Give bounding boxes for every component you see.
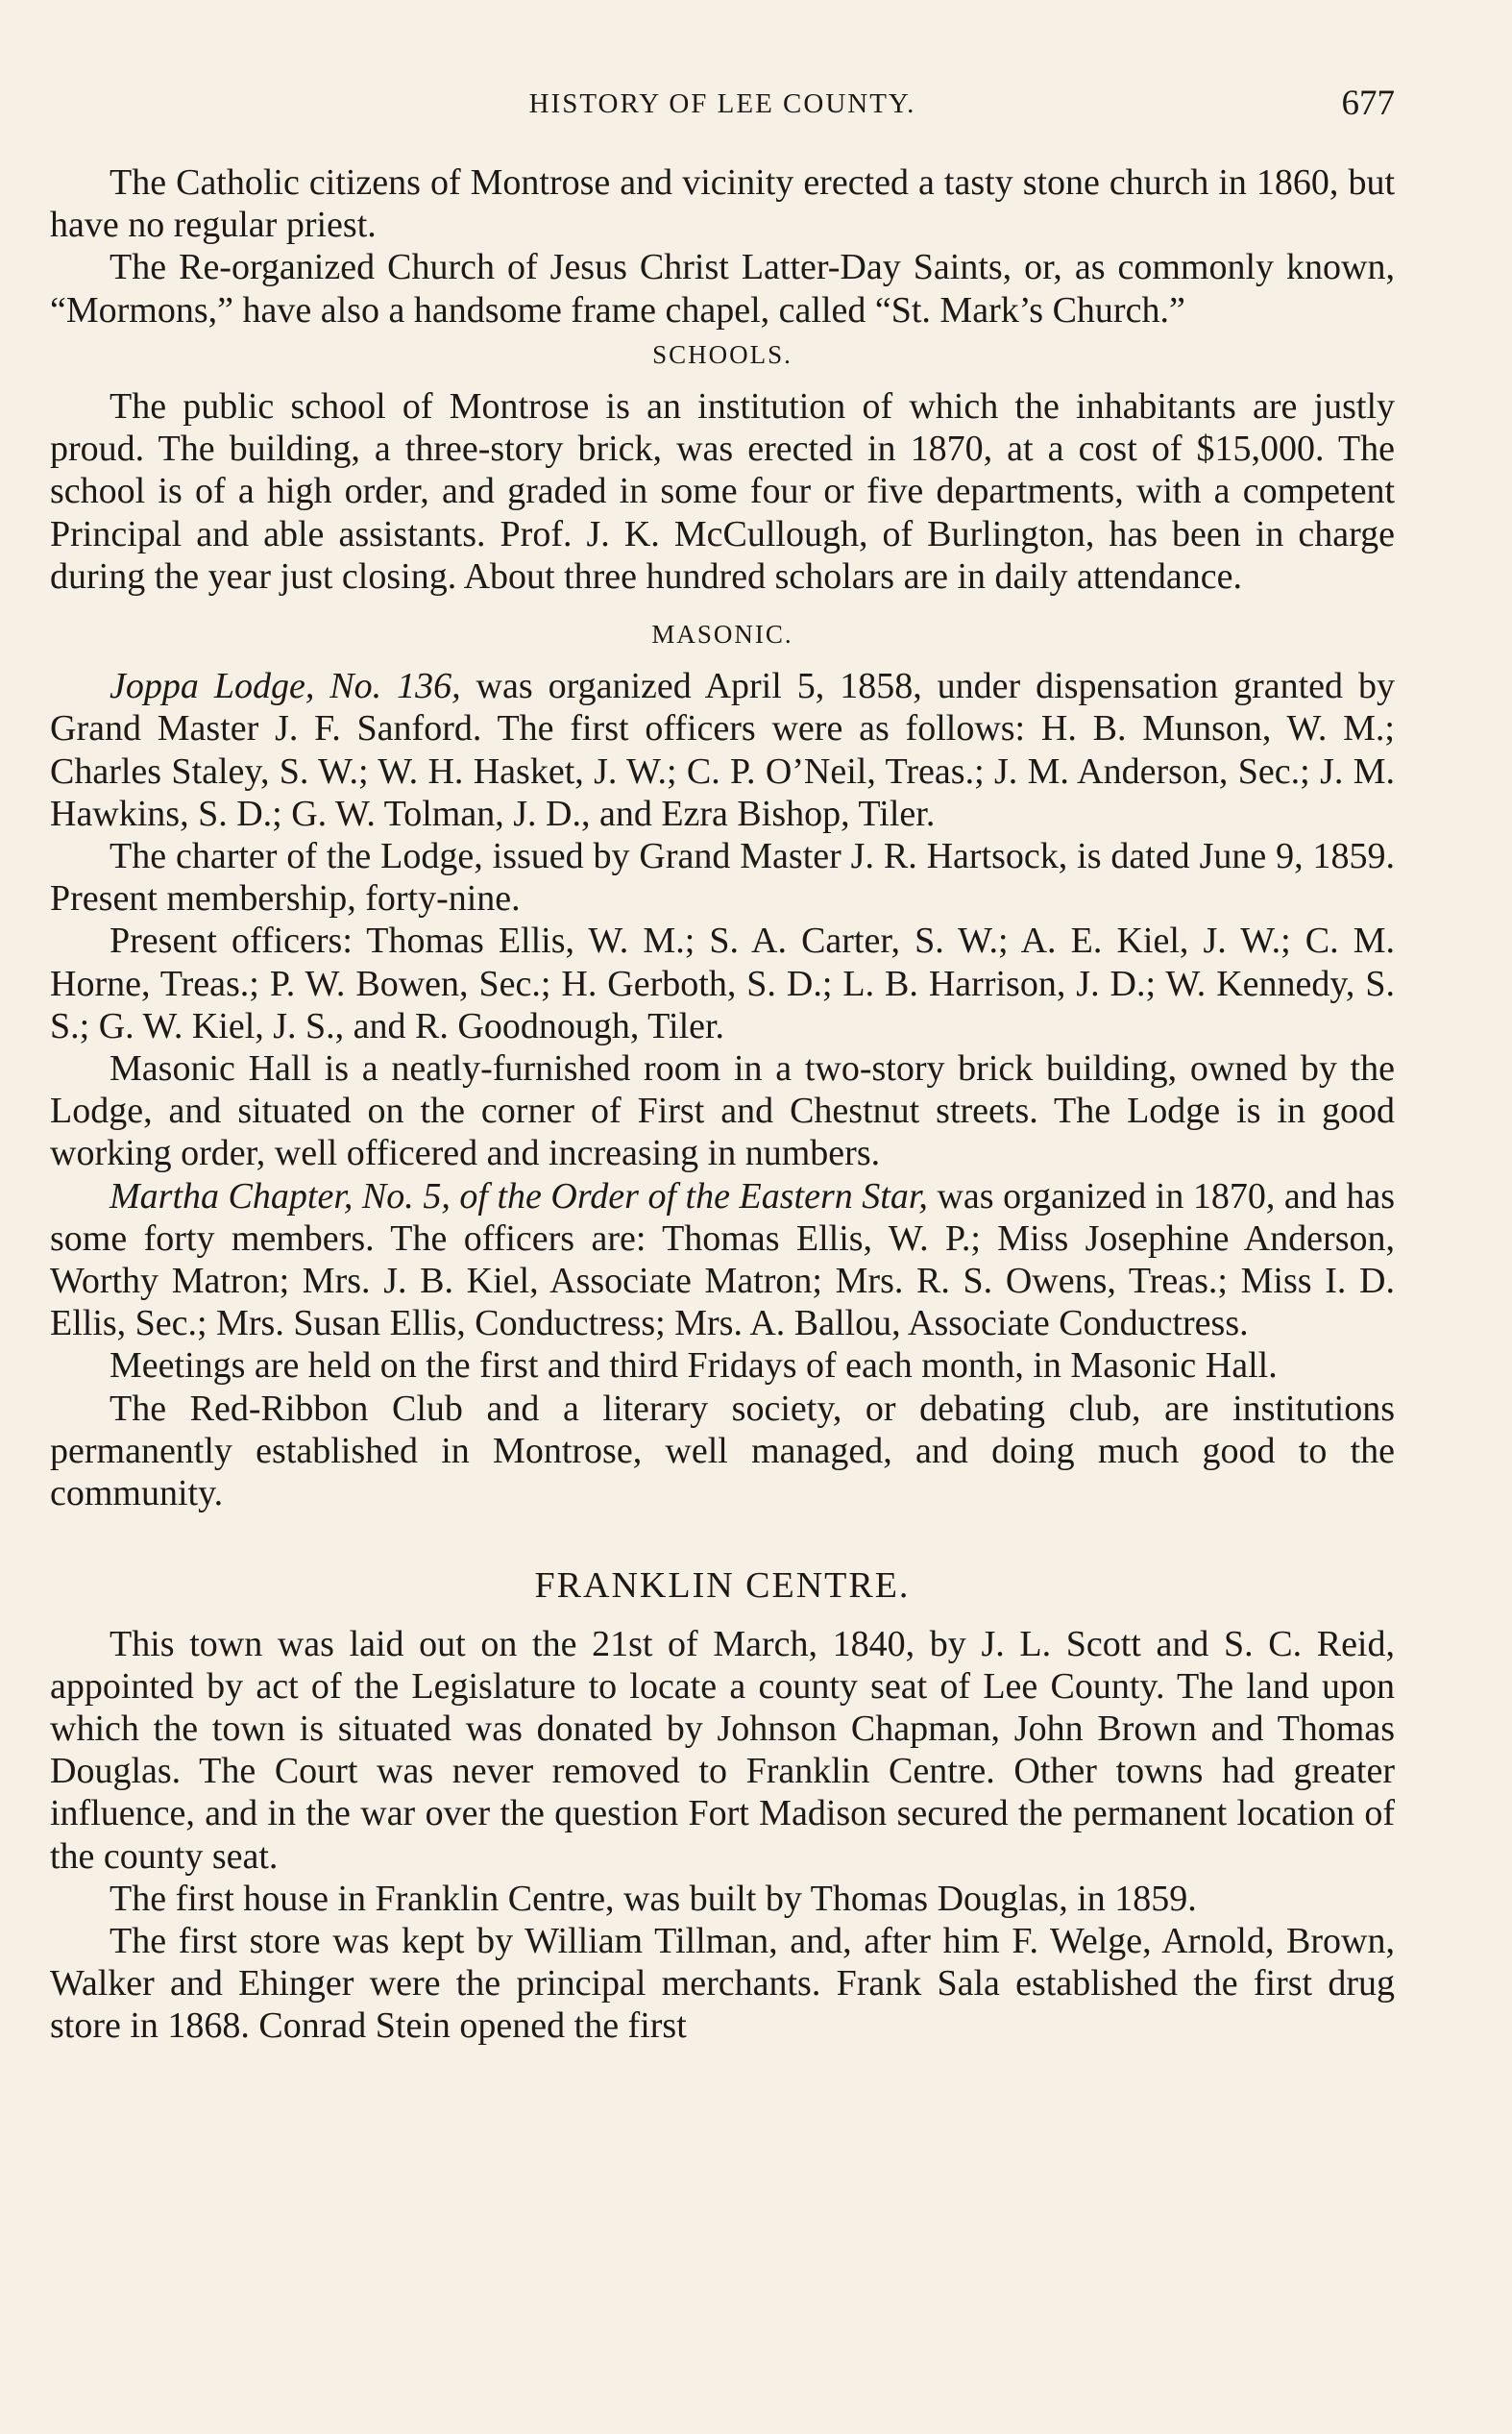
paragraph-public-school: The public school of Montrose is an institution of which the inhabitants are justly proud. The building, a three-story brick, was erected in 1870, at a cost of $15,000. The school is of a high order, and graded in some four or five departments, with a competent Principal and able assistants. Prof. J. K. McCullough, of Burlington, has been in charge during the year just closing. About three hundred scholars are in daily attendance. bbox=[50, 386, 1395, 597]
paragraph-reorganized-church: The Re-organized Church of Jesus Christ Latter-Day Saints, or, as commonly known, “Mormons,” have also a handsome frame chapel, called “St. Mark’s Church.” bbox=[50, 247, 1395, 331]
paragraph-present-officers: Present officers: Thomas Ellis, W. M.; S. A. Carter, S. W.; A. E. Kiel, J. W.; C. M. Horne, Treas.; P. W. Bowen, Sec.; H. Gerboth, S. D.; L. B. Harrison, J. D.; W. Kennedy, S. S.; G. W. Kiel, J. S., and R. Goodnough, Tiler. bbox=[50, 921, 1395, 1046]
martha-chapter-name: Martha Chapter, No. 5, of the Order of the Eastern Star, bbox=[110, 1175, 928, 1217]
paragraph-masonic-hall: Masonic Hall is a neatly-furnished room in a two-story brick building, owned by the Lodge, and situated on the corner of First and Chestnut streets. The Lodge is in good working order, well officered and increasing in numbers. bbox=[50, 1048, 1395, 1174]
paragraph-town-founding: This town was laid out on the 21st of March, 1840, by J. L. Scott and S. C. Reid, appointed by act of the Legislature to locate a county seat of Lee County. The land upon which the town is situated was donated by Johnson Chapman, John Brown and Thomas Douglas. The Court was never removed to Franklin Centre. Other towns had greater influence, and in the war over the question Fort Madison secured the permanent location of the county seat. bbox=[50, 1623, 1395, 1877]
section-heading-masonic: MASONIC. bbox=[651, 620, 793, 650]
paragraph-meetings: Meetings are held on the first and third Fridays of each month, in Masonic Hall. bbox=[110, 1345, 1278, 1387]
paragraph-martha-chapter bbox=[50, 1175, 1395, 1345]
paragraph-lodge-charter: The charter of the Lodge, issued by Grand Master J. R. Hartsock, is dated June 9, 1859. Present membership, forty-nine. bbox=[50, 836, 1395, 920]
paragraph-catholic-church: The Catholic citizens of Montrose and vicinity erected a tasty stone church in 1860, but have no regular priest. bbox=[50, 162, 1395, 246]
running-head: HISTORY OF LEE COUNTY. bbox=[528, 88, 916, 119]
paragraph-first-house: The first house in Franklin Centre, was built by Thomas Douglas, in 1859. bbox=[110, 1878, 1197, 1919]
paragraph-first-store: The first store was kept by William Tillman, and, after him F. Welge, Arnold, Brown, Walker and Ehinger were the principal merchants. Frank Sala established the first drug store in 1868. Conrad Stein opened the first bbox=[50, 1920, 1395, 2047]
joppa-lodge-name: Joppa Lodge, No. 136, bbox=[110, 666, 461, 707]
page-header bbox=[50, 83, 1395, 131]
page-body bbox=[50, 161, 1395, 2048]
paragraph-red-ribbon-club: The Red-Ribbon Club and a literary society, or debating club, are institutions permanently established in Montrose, well managed, and doing much good to the community. bbox=[50, 1388, 1395, 1514]
martha-chapter-text: was organized in 1870, and has some forty members. The officers are: Thomas Ellis, W. P.; Miss Josephine Anderson, Worthy Matron; Mrs. J. B. Kiel, Associate Matron; Mrs. R. S. Owens, Treas.; Miss I. D. Ellis, Sec.; Mrs. Susan Ellis, Conductress; Mrs. A. Ballou, Associate Conductress. bbox=[50, 1175, 1395, 1344]
section-heading-franklin-centre: FRANKLIN CENTRE. bbox=[534, 1565, 911, 1607]
joppa-lodge-text: was organized April 5, 1858, under dispensation granted by Grand Master J. F. Sanford. The first officers were as follows: H. B. Munson, W. M.; Charles Staley, S. W.; W. H. Hasket, J. W.; C. P. O’Neil, Treas.; J. M. Anderson, Sec.; J. M. Hawkins, S. D.; G. W. Tolman, J. D., and Ezra Bishop, Tiler. bbox=[50, 666, 1395, 834]
section-heading-schools: SCHOOLS. bbox=[652, 339, 793, 369]
paragraph-joppa-lodge bbox=[50, 665, 1395, 835]
page-number: 677 bbox=[1341, 84, 1395, 123]
